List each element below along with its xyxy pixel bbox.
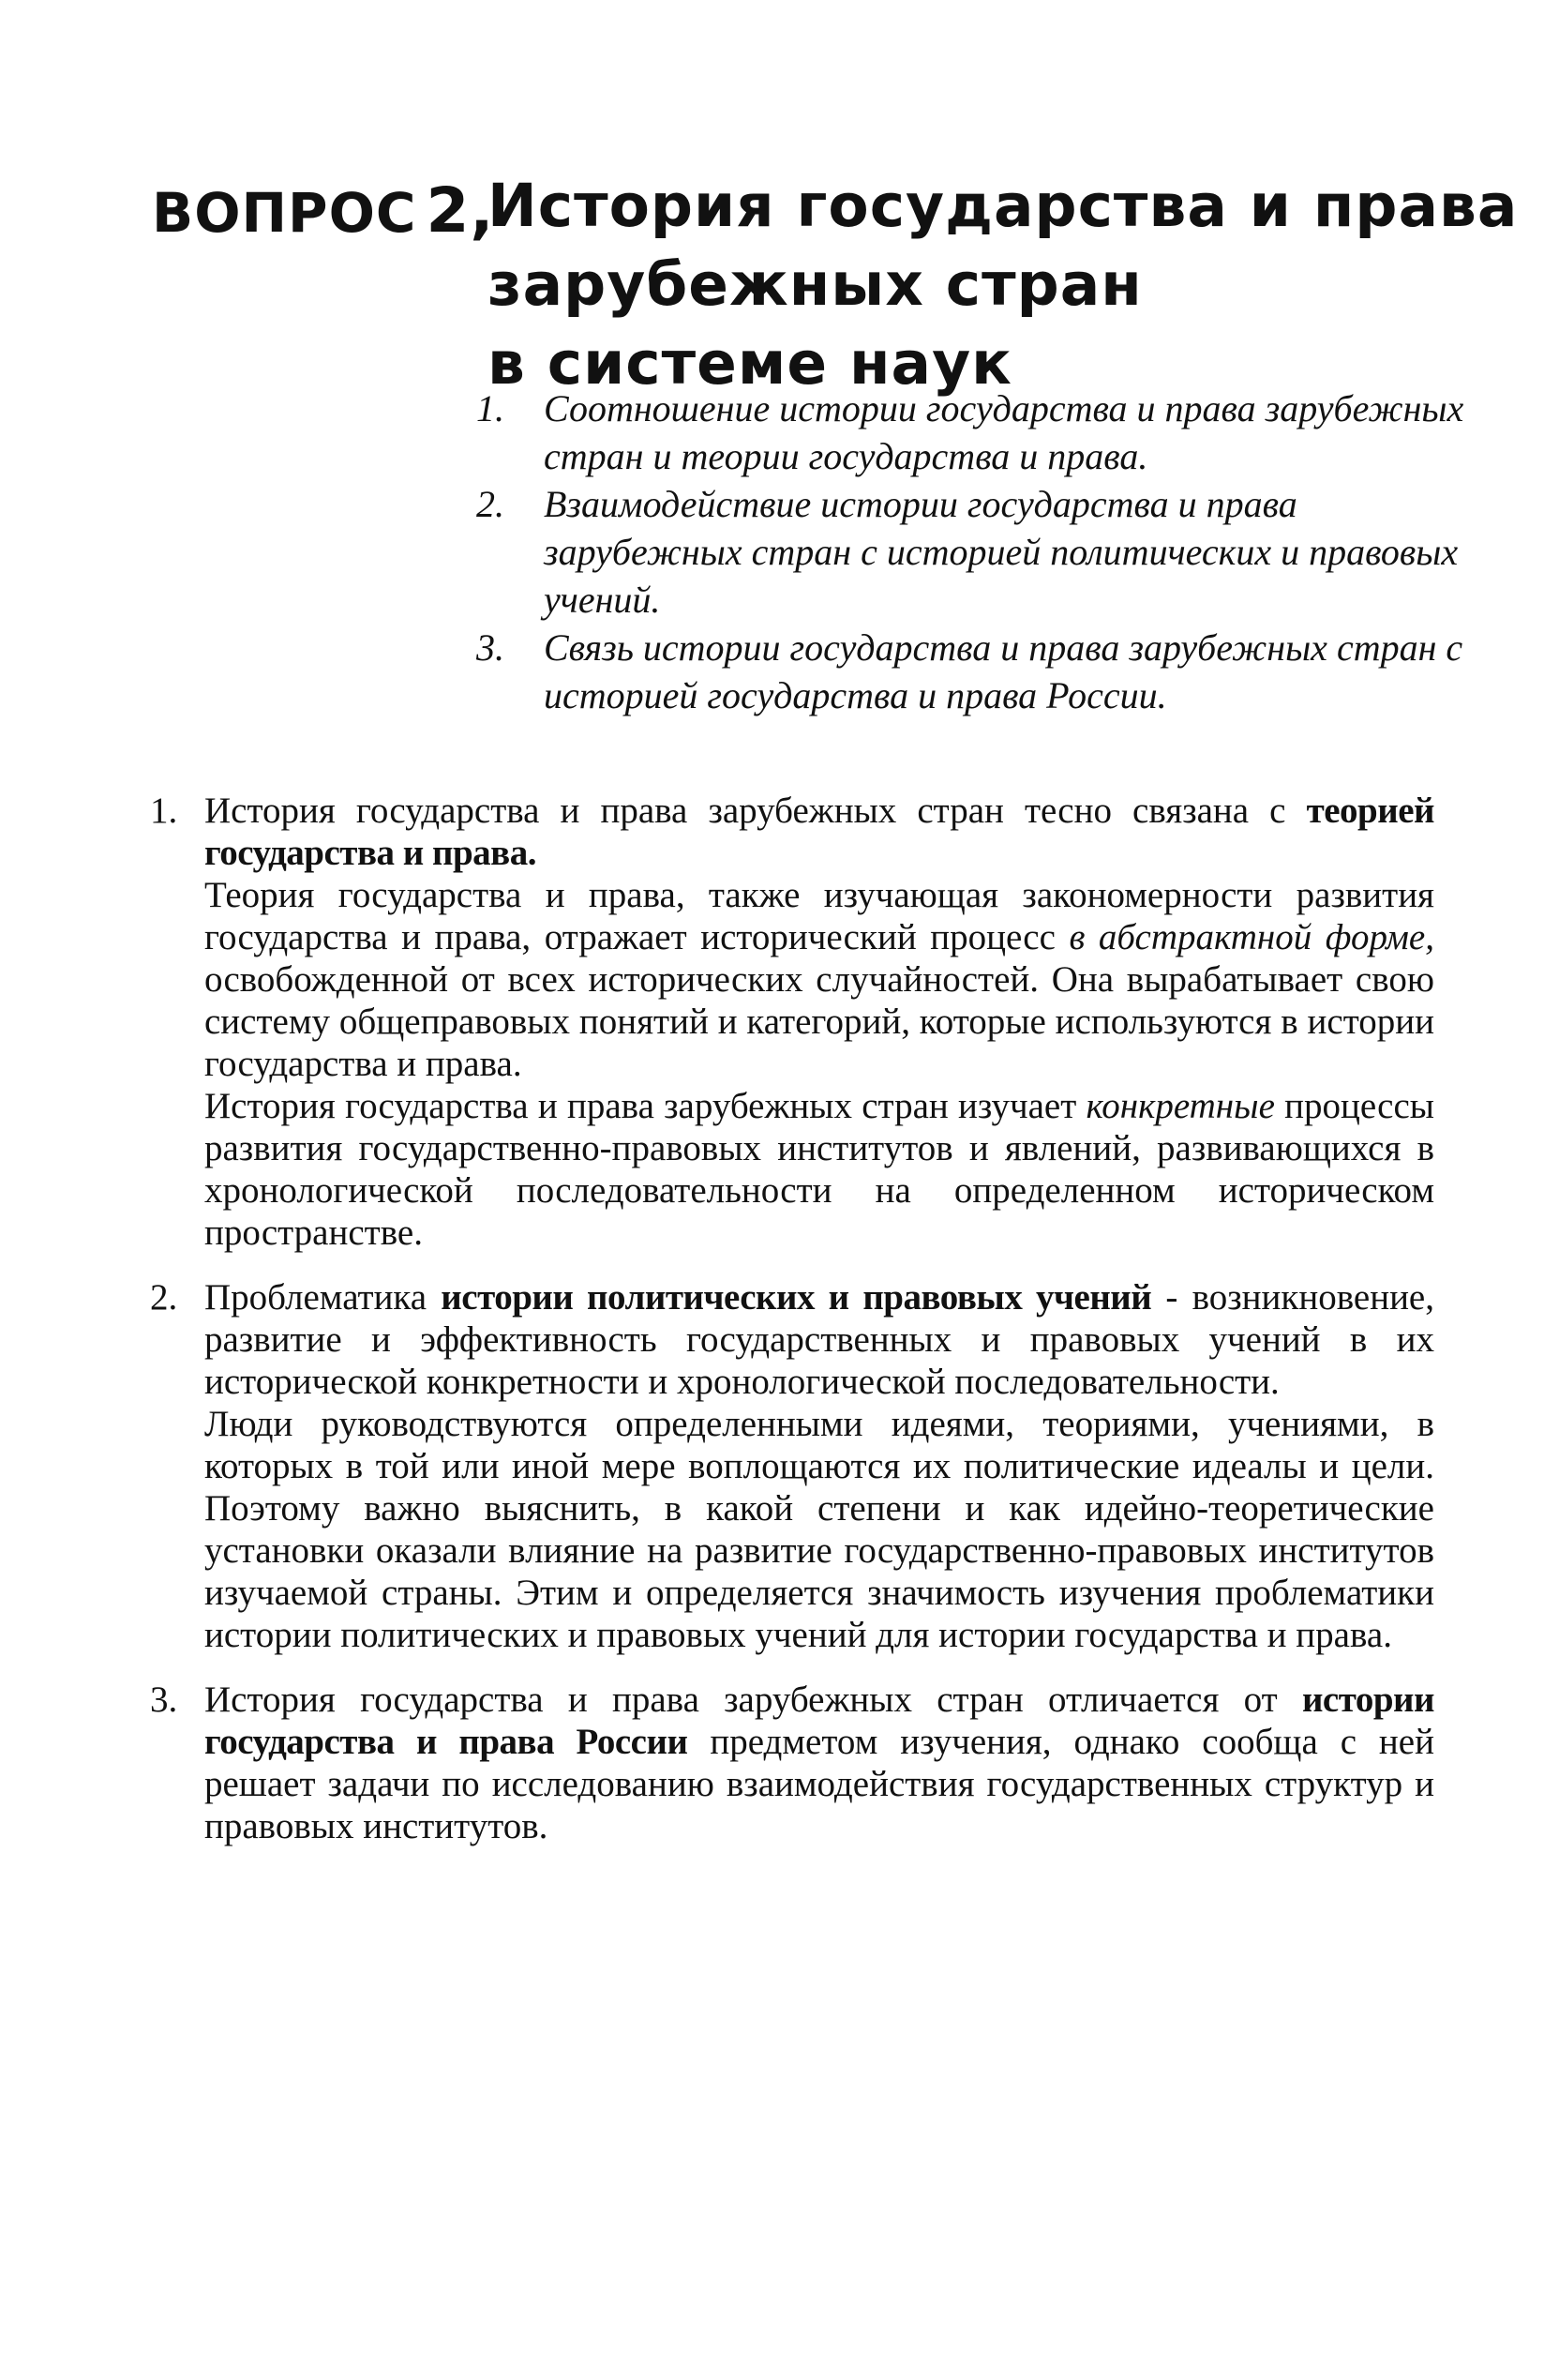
paragraph xyxy=(150,1085,1434,1254)
question-title xyxy=(487,167,1519,403)
section-lead: История государства и права зарубежных стран отличается от xyxy=(204,1680,1302,1720)
section-lead: История государства и права зарубежных стран тесно связана с xyxy=(204,791,1307,831)
outline-item-text: Связь истории государства и права зарубежных стран с историей государства и права России. xyxy=(544,626,1463,716)
outline-item-number: 2. xyxy=(476,483,504,525)
emphasis: конкретные xyxy=(1086,1086,1275,1126)
section-key-term: теорией государства и права. xyxy=(204,791,1434,873)
section-key-term: истории государства и права России xyxy=(204,1680,1434,1762)
outline-item-number: 3. xyxy=(476,626,504,669)
paragraph-text: История государства и права зарубежных стран изучает xyxy=(204,1086,1087,1126)
section-number: 2. xyxy=(150,1277,178,1318)
section-lead-rest: предметом изучения, однако сообща с ней решает задачи по исследованию взаимодействия государственных структур и правовых институтов. xyxy=(204,1722,1434,1846)
paragraph-text: освобожденной от всех исторических случайностей. Она вырабатывает свою систему общеправовых понятий и категорий, которые используются в истории государства и права. xyxy=(204,959,1434,1084)
paragraph-text: процессы развития государственно-правовых институтов и явлений, развивающихся в хронологической последовательности на определенном историческом пространстве. xyxy=(204,1086,1434,1253)
title-line: История государства и права xyxy=(487,172,1519,240)
question-word: ВОПРОС xyxy=(152,181,417,245)
outline-item-number: 1. xyxy=(476,387,504,429)
question-outline xyxy=(476,384,1489,719)
answer-section-2 xyxy=(150,1276,1434,1403)
section-key-term: истории политических и правовых учений xyxy=(441,1277,1152,1318)
section-lead-rest: - возникновение, развитие и эффективность государственных и правовых учений в их исторической конкретности и хронологической последовательности. xyxy=(204,1277,1434,1402)
section-lead: Проблематика xyxy=(204,1277,442,1318)
question-number: 2, xyxy=(426,174,495,247)
outline-item xyxy=(476,384,1489,480)
answer-body xyxy=(150,790,1434,1847)
paragraph xyxy=(150,874,1434,1085)
emphasis: в абстрактной форме, xyxy=(1069,917,1434,957)
title-line: зарубежных стран xyxy=(487,250,1143,319)
section-number: 1. xyxy=(150,791,178,831)
answer-section-3 xyxy=(150,1679,1434,1847)
paragraph-text: Теория государства и права, также изучающая закономерности развития государства и права, отражает исторический процесс xyxy=(204,875,1434,957)
outline-item-text: Соотношение истории государства и права зарубежных стран и теории государства и права. xyxy=(544,387,1464,477)
outline-item xyxy=(476,624,1489,719)
outline-item-text: Взаимодействие истории государства и права зарубежных стран с историей политических и правовых учений. xyxy=(544,483,1459,621)
answer-section-1 xyxy=(150,790,1434,874)
paragraph-text: Люди руководствуются определенными идеями, теориями, учениями, в которых в той или иной мере воплощаются их политические идеалы и цели. Поэтому важно выяснить, в какой степени и как идейно-теоретические установки оказали влияние на развитие государственно-правовых институтов изучаемой страны. Этим и определяется значимость изучения проблематики истории политических и правовых учений для истории государства и права. xyxy=(204,1404,1434,1655)
question-label xyxy=(152,174,494,247)
section-number: 3. xyxy=(150,1680,178,1720)
title-line: в системе наук xyxy=(487,329,1012,398)
paragraph xyxy=(150,1403,1434,1656)
outline-item xyxy=(476,480,1489,624)
